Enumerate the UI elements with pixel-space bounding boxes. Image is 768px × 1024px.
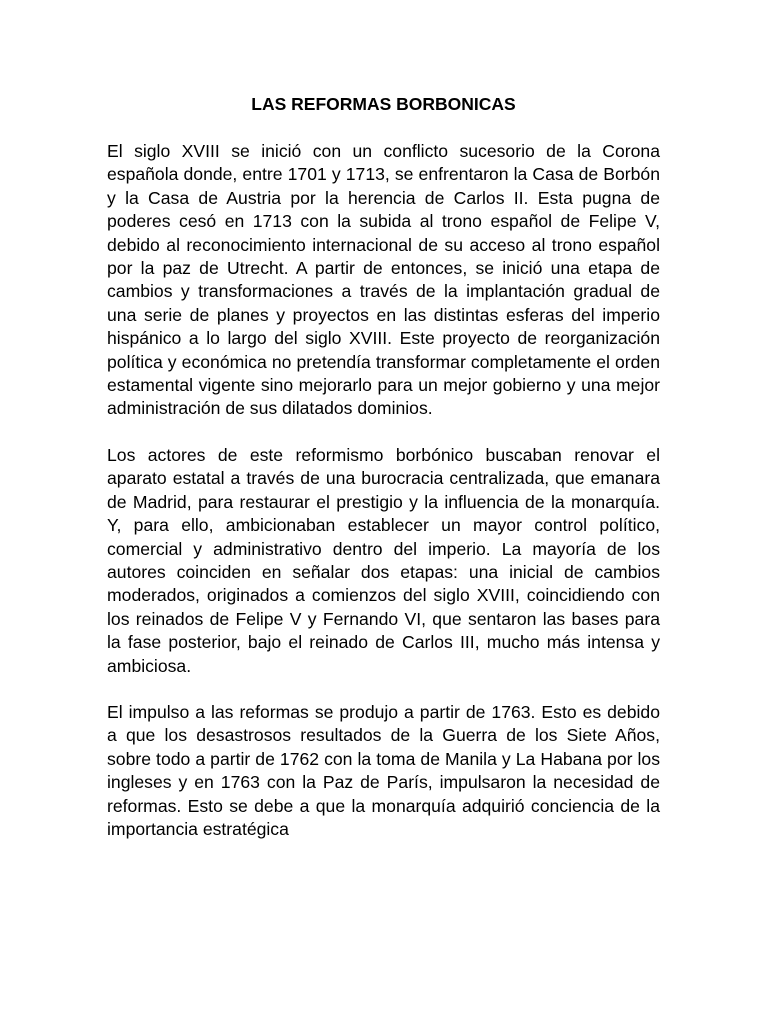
paragraph-2: Los actores de este reformismo borbónico buscaban renovar el aparato estatal a través de una burocracia centralizada, que emanara de Madrid, para restaurar el prestigio y la influencia de la monarquía. Y, para ello, ambicionaban establecer un mayor control político, comercial y administrativo dentro del imperio. La mayoría de los autores coinciden en señalar dos etapas: una inicial de cambios moderados, originados a comienzos del siglo XVIII, coincidiendo con los reinados de Felipe V y Fernando VI, que sentaron las bases para la fase posterior, bajo el reinado de Carlos III, mucho más intensa y ambiciosa. xyxy=(107,444,660,676)
document-title: LAS REFORMAS BORBONICAS xyxy=(251,94,516,114)
paragraph-1: El siglo XVIII se inició con un conflicto sucesorio de la Corona española donde, entre 1701 y 1713, se enfrentaron la Casa de Borbón y la Casa de Austria por la herencia de Carlos II. Esta pugna de poderes cesó en 1713 con la subida al trono español de Felipe V, debido al reconocimiento internacional de su acceso al trono español por la paz de Utrecht. A partir de entonces, se inició una etapa de cambios y transformaciones a través de la implantación gradual de una serie de planes y proyectos en las distintas esferas del imperio hispánico a lo largo del siglo XVIII. Este proyecto de reorganización política y económica no pretendía transformar completamente el orden estamental vigente sino mejorarlo para un mejor gobierno y una mejor administración de sus dilatados dominios. xyxy=(107,141,660,419)
paragraph-3: El impulso a las reformas se produjo a partir de 1763. Esto es debido a que los desastrosos resultados de la Guerra de los Siete Años, sobre todo a partir de 1762 con la toma de Manila y La Habana por los ingleses y en 1763 con la Paz de París, impulsaron la necesidad de reformas. Esto se debe a que la monarquía adquirió conciencia de la importancia estratégica xyxy=(107,701,660,839)
document-body xyxy=(107,140,660,864)
